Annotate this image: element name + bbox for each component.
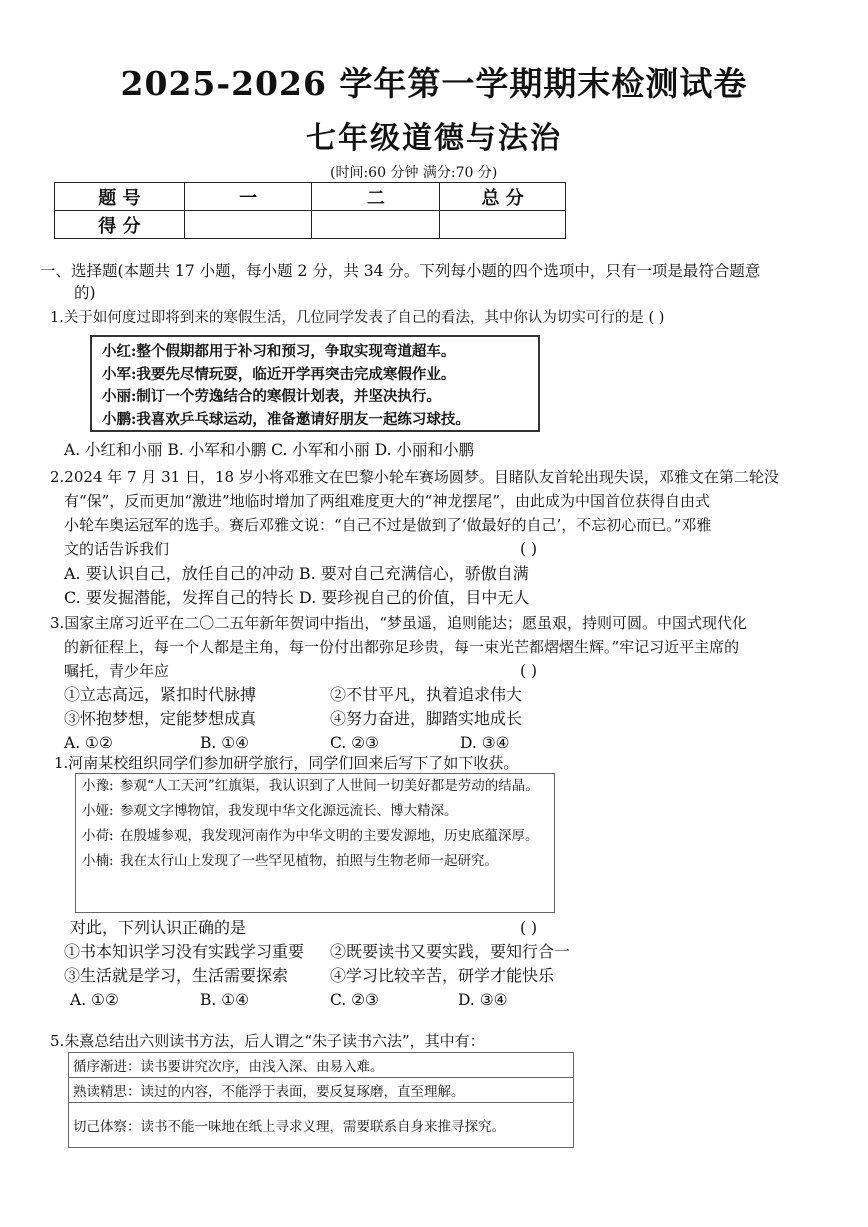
- quote-line: 小军:我要先尽情玩耍，临近开学再突击完成寒假作业。: [102, 365, 456, 383]
- question-2-line: 文的话告诉我们: [64, 540, 170, 558]
- statement-item: ③怀抱梦想，定能梦想成真: [64, 709, 257, 728]
- student-note: 我在太行山上发现了一些罕见植物，拍照与生物老师一起研究。: [120, 853, 498, 869]
- option-b: B. ①④: [200, 991, 250, 1009]
- student-name: 小豫:: [82, 778, 114, 794]
- score-header-cell: 题 号: [55, 183, 185, 211]
- option-b: B. ①④: [200, 734, 250, 752]
- question-2-options: A. 要认识自己，放任自己的冲动 B. 要对自己充满信心，骄傲自满: [64, 564, 529, 583]
- reading-method-row: 切己体察：读书不能一味地在纸上寻求义理，需要联系自身来推寻探究。: [69, 1103, 574, 1148]
- score-header-cell: 一: [184, 183, 312, 211]
- time-info: (时间:60 分钟 满分:70 分): [330, 165, 498, 181]
- option-c: C. ②③: [330, 991, 379, 1009]
- question-3-line: 的新征程上，每一个人都是主角，每一份付出都弥足珍贵，每一束光芒都熠熠生辉。”牢记习近平主席的: [64, 638, 740, 656]
- student-note: 参观文字博物馆，我发现中华文化源远流长、博大精深。: [120, 803, 458, 819]
- quote-line: 小鹏:我喜欢乒乓球运动，准备邀请好朋友一起练习球技。: [102, 410, 470, 428]
- score-table: [54, 182, 566, 239]
- student-note: 参观“人工天河”红旗渠，我认识到了人世间一切美好都是劳动的结晶。: [120, 778, 539, 794]
- quote-line: 小丽:制订一个劳逸结合的寒假计划表，并坚决执行。: [102, 388, 441, 405]
- question-2-options: C. 要发掘潜能，发挥自己的特长 D. 要珍视自己的价值，目中无人: [64, 588, 530, 607]
- question-5-stem: 5.朱熹总结出六则读书方法，后人谓之“朱子读书六法”，其中有：: [50, 1032, 485, 1050]
- statement-item: ①立志高远，紧扣时代脉搏: [64, 685, 257, 704]
- reading-method-row: 熟读精思：读过的内容，不能浮于表面，要反复琢磨，直至理解。: [69, 1078, 574, 1103]
- student-note: 在殷墟参观，我发现河南作为中华文明的主要发源地，历史底蕴深厚。: [120, 828, 539, 844]
- question-3-line: 3.国家主席习近平在二〇二五年新年贺词中指出，“梦虽遥，追则能达；愿虽艰，持则可圆。中国式现代化: [50, 614, 747, 632]
- score-cell[interactable]: [312, 211, 440, 239]
- exam-subject: 七年级道德与法治: [306, 121, 562, 156]
- score-row-label: 得 分: [55, 211, 185, 239]
- section-heading-cont: 的): [74, 284, 96, 302]
- question-1-options: A. 小红和小丽 B. 小军和小鹏 C. 小军和小丽 D. 小丽和小鹏: [64, 441, 474, 459]
- statement-item: ①书本知识学习没有实践学习重要: [64, 942, 305, 961]
- statement-item: ④努力奋进，脚踏实地成长: [330, 709, 523, 728]
- statement-item: ②不甘平凡，执着追求伟大: [330, 685, 523, 704]
- student-name: 小荷:: [82, 828, 114, 844]
- option-a: A. ①②: [70, 991, 119, 1009]
- option-d: D. ③④: [458, 991, 508, 1009]
- question-4-quote-box: [75, 773, 555, 913]
- answer-paren: ( ): [520, 662, 538, 680]
- question-4-lead: 对此，下列认识正确的是: [70, 918, 247, 937]
- statement-item: ④学习比较辛苦，研学才能快乐: [330, 966, 555, 985]
- option-c: C. ②③: [330, 734, 379, 752]
- answer-paren: ( ): [520, 919, 538, 937]
- reading-method-row: 循序渐进：读书要讲究次序，由浅入深、由易入难。: [69, 1053, 574, 1078]
- answer-paren: ( ): [520, 540, 538, 558]
- question-2-line: 小轮车奥运冠军的选手。赛后邓雅文说：“自己不过是做到了‘做最好的自己’，不忘初心而已。”邓雅: [64, 516, 712, 534]
- score-cell[interactable]: [184, 211, 312, 239]
- question-4-stem: 1.河南某校组织同学们参加研学旅行，同学们回来后写下了如下收获。: [54, 754, 519, 772]
- score-header-cell: 总 分: [440, 183, 566, 211]
- statement-item: ③生活就是学习，生活需要探索: [64, 966, 289, 985]
- statement-item: ②既要读书又要实践，要知行合一: [330, 942, 571, 961]
- option-a: A. ①②: [64, 734, 113, 752]
- question-2-line: 有“保”，反而更加“激进”地临时增加了两组难度更大的“神龙摆尾”，由此成为中国首位获得自由式: [64, 492, 711, 510]
- question-1-quote-box: [90, 335, 540, 432]
- reading-methods-table: [68, 1052, 574, 1148]
- student-name: 小楠:: [82, 853, 114, 869]
- option-d: D. ③④: [460, 734, 510, 752]
- score-cell[interactable]: [440, 211, 566, 239]
- section-heading: 一、选择题(本题共 17 小题，每小题 2 分，共 34 分。下列每小题的四个选项中，只有一项是最符合题意: [40, 262, 761, 280]
- score-header-cell: 二: [312, 183, 440, 211]
- question-2-line: 2.2024 年 7 月 31 日，18 岁小将邓雅文在巴黎小轮车赛场圆梦。目睹队友首轮出现失误，邓雅文在第二轮没: [50, 468, 779, 486]
- student-name: 小娅:: [82, 803, 114, 819]
- exam-title: 2025-2026 学年第一学期期末检测试卷: [120, 64, 748, 103]
- quote-line: 小红:整个假期都用于补习和预习，争取实现弯道超车。: [102, 343, 456, 360]
- question-3-line: 嘱托，青少年应: [64, 662, 170, 680]
- question-1-stem: 1.关于如何度过即将到来的寒假生活，几位同学发表了自己的看法，其中你认为切实可行的是 ( ): [50, 310, 665, 326]
